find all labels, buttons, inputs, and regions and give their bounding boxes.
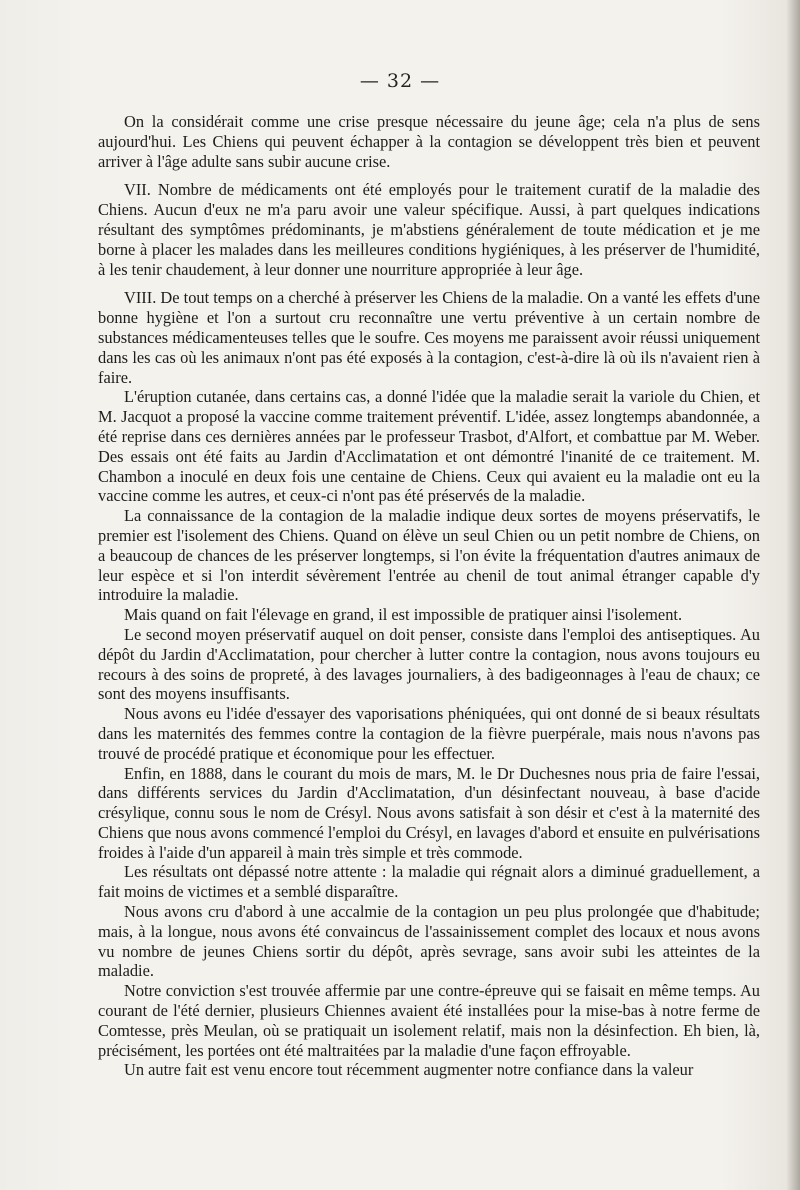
page-edge-shadow [786,0,800,1190]
paragraph-vaporisations: Nous avons eu l'idée d'essayer des vaporisations phéniquées, qui ont donné de si beaux résultats dans les maternités des femmes contre la contagion de la fièvre puerpérale, mais nous n'avons pas trouvé de procédé pratique et économique pour les effectuer. [98,704,760,763]
paragraph-elevage: Mais quand on fait l'élevage en grand, il est impossible de pratiquer ainsi l'isolement. [124,605,683,625]
paragraph-1: On la considérait comme une crise presque nécessaire du jeune âge; cela n'a plus de sens aujourd'hui. Les Chiens qui peuvent échapper à la contagion se développent très bien et peuvent arriver à l'âge adulte sans subir aucune crise. [98,112,760,171]
paragraph-antiseptiques: Le second moyen préservatif auquel on doit penser, consiste dans l'emploi des antiseptiques. Au dépôt du Jardin d'Acclimatation, pour chercher à lutter contre la contagion, nous avons toujours eu recours à des soins de propreté, à des lavages journaliers, à des badigeonnages à l'eau de chaux; ce sont des moyens insuffisants. [98,624,760,704]
paragraph-section-viii: VIII. De tout temps on a cherché à préserver les Chiens de la maladie. On a vanté les effets d'une bonne hygiène et l'on a surtout cru reconnaître une vertu préventive à un certain nombre de substances médicamenteuses telles que le soufre. Ces moyens me paraissent avoir réussi uniquement dans les cas où les animaux n'ont pas été exposés à la contagion, c'est-à-dire là où ils n'avaient rien à faire. [98,288,760,387]
body-text [98,112,760,1080]
paragraph-section-vii: VII. Nombre de médicaments ont été employés pour le traitement curatif de la maladie des Chiens. Aucun d'eux ne m'a paru avoir une valeur spécifique. Aussi, à part quelques indications résultant des symptômes prédominants, je m'abstiens généralement de toute médication et je me borne à placer les malades dans les meilleures conditions hygiéniques, à les préserver de l'humidité, à les tenir chaudement, à leur donner une nourriture appropriée à leur âge. [98,180,760,279]
paragraph-cresyl: Enfin, en 1888, dans le courant du mois de mars, M. le Dr Duchesnes nous pria de faire l'essai, dans différents services du Jardin d'Acclimatation, d'un désinfectant nouveau, à base d'acide crésylique, connu sous le nom de Crésyl. Nous avons satisfait à son désir et c'est à la maternité des Chiens que nous avons commencé l'emploi du Crésyl, en lavages d'abord et ensuite en pulvérisations froides à l'aide d'un appareil à main très simple et très commode. [98,763,760,862]
paragraph-autre-fait: Un autre fait est venu encore tout récemment augmenter notre confiance dans la valeur [124,1060,694,1080]
paragraph-resultats: Les résultats ont dépassé notre attente : la maladie qui régnait alors a diminué graduellement, a fait moins de victimes et a semblé disparaître. [98,862,760,902]
paragraph-conviction: Notre conviction s'est trouvée affermie par une contre-épreuve qui se faisait en même temps. Au courant de l'été dernier, plusieurs Chiennes avaient été installées pour la mise-bas à notre ferme de Comtesse, près Meulan, où se pratiquait un isolement relatif, mais non la désinfection. Eh bien, là, précisément, les portées ont été maltraitées par la maladie d'une façon effroyable. [98,981,760,1060]
paragraph-contagion: La connaissance de la contagion de la maladie indique deux sortes de moyens préservatifs, le premier est l'isolement des Chiens. Quand on élève un seul Chien ou un petit nombre de Chiens, on a beaucoup de chances de les préserver longtemps, si l'on évite la fréquentation d'autres animaux de leur espèce et si l'on interdit sévèrement l'entrée au chenil de tout animal étranger capable d'y introduire la maladie. [98,506,760,605]
paragraph-accalmie: Nous avons cru d'abord à une accalmie de la contagion un peu plus prolongée que d'habitude; mais, à la longue, nous avons été convaincus de l'assainissement complet des locaux et nous avons vu nombre de jeunes Chiens sortir du dépôt, après sevrage, sans avoir subi les atteintes de la maladie. [98,902,760,981]
page-number: — 32 — [359,70,441,92]
paragraph-eruption: L'éruption cutanée, dans certains cas, a donné l'idée que la maladie serait la variole du Chien, et M. Jacquot a proposé la vaccine comme traitement préventif. L'idée, assez longtemps abandonnée, a été reprise dans ces dernières années par le professeur Trasbot, d'Alfort, et combattue par M. Weber. Des essais ont été faits au Jardin d'Acclimatation et ont démontré l'inanité de ce traitement. M. Chambon a inoculé en deux fois une centaine de Chiens. Ceux qui avaient eu la maladie ont eu la vaccine comme les autres, et ceux-ci n'ont pas été préservés de la maladie. [98,387,760,506]
